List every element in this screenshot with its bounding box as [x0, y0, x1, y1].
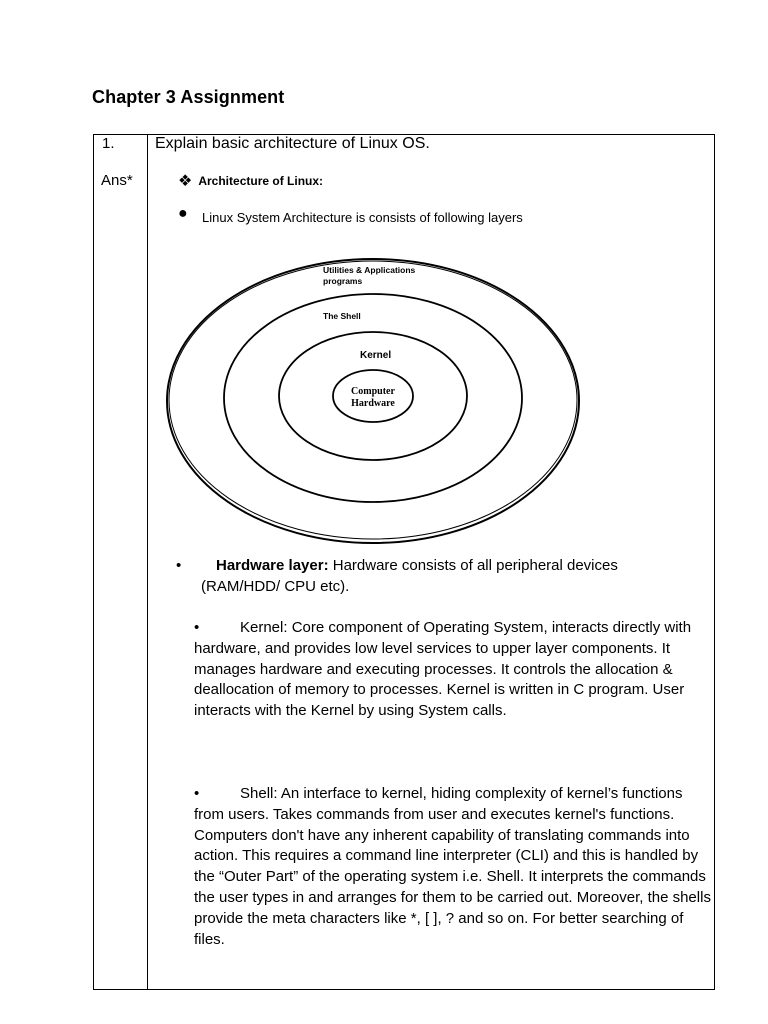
shell-label: The Shell: [323, 311, 361, 321]
bullet-icon: •: [176, 557, 182, 574]
question-text: Explain basic architecture of Linux OS.: [155, 135, 430, 152]
bullet-icon: •: [194, 785, 200, 802]
core-label-line2: Hardware: [351, 398, 395, 409]
hardware-layer-bold: Hardware layer:: [216, 557, 329, 574]
shell-paragraph-text: Shell: An interface to kernel, hiding complexity of kernel’s functions from users. Takes commands from user and executes kernel's functions. Computers don't have any inherent capability of translating commands into action. This requires a command line interpreter (CLI) and this is handled by the “Outer Part” of the operating system i.e. Shell. It interprets the commands the user types in and arranges for them to be carried out. Moreover, the shells provide the meta characters like *, [ ], ? and so on. For better searching of files.: [194, 785, 711, 948]
bullet-icon: ●: [178, 205, 188, 222]
answer-label: Ans*: [101, 172, 133, 189]
architecture-heading: [178, 171, 323, 191]
kernel-paragraph-text: Kernel: Core component of Operating System, interacts directly with hardware, and provides low level services to upper layer components. It manages hardware and executing processes. It controls the allocation & deallocation of memory to processes. Kernel is written in C program. User interacts with the Kernel by using System calls.: [194, 619, 692, 720]
shell-paragraph: [194, 784, 714, 950]
outer-label-line1: Utilities & Applications: [323, 265, 416, 275]
document-title: Chapter 3 Assignment: [92, 87, 285, 107]
linux-architecture-diagram: [166, 253, 586, 545]
layers-intro-text: Linux System Architecture is consists of following layers: [202, 210, 523, 225]
bullet-icon: •: [194, 619, 200, 636]
question-number: 1.: [102, 135, 115, 152]
outer-label-line2: programs: [323, 276, 363, 286]
kernel-paragraph: [194, 618, 714, 722]
diamond-bullet-icon: ❖: [178, 173, 193, 190]
answer-table: [93, 134, 715, 990]
column-divider: [147, 135, 148, 989]
hardware-layer-text: Hardware consists of all peripheral devices: [328, 557, 618, 574]
kernel-label: Kernel: [360, 350, 392, 361]
hardware-layer-text-2: (RAM/HDD/ CPU etc).: [201, 578, 350, 595]
core-label-line1: Computer: [351, 386, 395, 397]
architecture-heading-text: Architecture of Linux:: [198, 174, 324, 188]
